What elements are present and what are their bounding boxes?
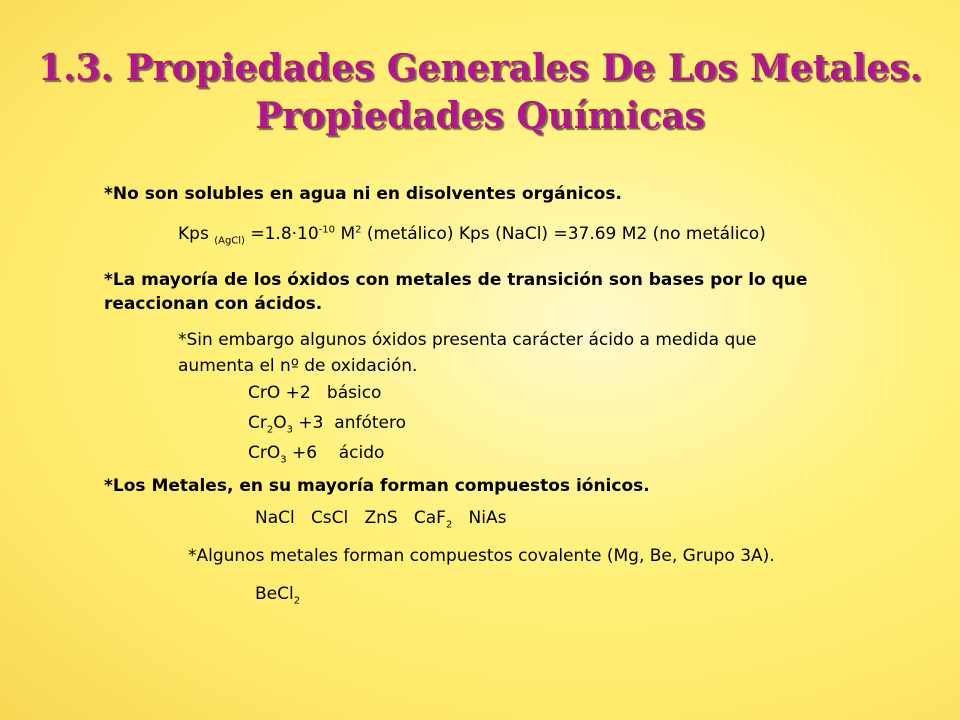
- kps-rest: (metálico) Kps (NaCl) =37.69 M2 (no metálico): [366, 224, 766, 244]
- oxide-cro3-formula: CrO: [248, 443, 281, 463]
- kps-line: [178, 224, 766, 246]
- kps-value: =1.8·10: [250, 224, 319, 244]
- slide-title: [0, 44, 960, 140]
- title-line-2: Propiedades Químicas: [255, 95, 705, 137]
- bullet-insoluble: *No son solubles en agua ni en disolventes orgánicos.: [104, 184, 622, 204]
- oxide-cr2o3-sub-a: 2: [266, 424, 274, 436]
- sub-acid-line-2: aumenta el nº de oxidación.: [178, 356, 418, 376]
- sub-covalent: *Algunos metales forman compuestos covalente (Mg, Be, Grupo 3A).: [188, 546, 775, 566]
- oxide-cr2o3-desc: +3 anfótero: [293, 413, 406, 433]
- ionic-list: NaCl CsCl ZnS CaF: [255, 508, 446, 528]
- bullet-oxides-line-2: reaccionan con ácidos.: [104, 294, 323, 314]
- bullet-ionic: *Los Metales, en su mayoría forman compuestos iónicos.: [104, 476, 650, 496]
- sub-acid-line-1: *Sin embargo algunos óxidos presenta carácter ácido a medida que: [178, 330, 757, 350]
- kps-label: Kps: [178, 224, 209, 244]
- oxide-cro3: [248, 443, 384, 465]
- bullet-oxides-line-1: *La mayoría de los óxidos con metales de transición son bases por lo que: [104, 270, 808, 290]
- becl2: [255, 584, 300, 606]
- oxide-cr2o3-cr: Cr: [248, 413, 267, 433]
- oxide-cro: [248, 383, 381, 403]
- oxide-cr2o3: [248, 413, 406, 435]
- becl2-formula: BeCl: [255, 584, 294, 604]
- kps-exponent: -10: [318, 224, 336, 236]
- kps-unit-exponent: 2: [355, 224, 362, 236]
- kps-subscript: (AgCl): [214, 235, 245, 247]
- oxide-cro-formula: CrO: [248, 383, 281, 403]
- title-line-1: 1.3. Propiedades Generales De Los Metales.: [37, 47, 923, 89]
- ionic-sub: 2: [445, 519, 453, 531]
- oxide-cr2o3-o: O: [273, 413, 287, 433]
- oxide-cro3-sub: 3: [280, 454, 287, 466]
- becl2-sub: 2: [293, 595, 301, 607]
- oxide-cro-desc: +2 básico: [280, 383, 382, 403]
- ionic-compounds: [255, 508, 506, 530]
- oxide-cro3-desc: +6 ácido: [286, 443, 385, 463]
- ionic-rest: NiAs: [452, 508, 507, 528]
- oxide-cr2o3-sub-b: 3: [286, 424, 293, 436]
- kps-unit: M: [340, 224, 356, 244]
